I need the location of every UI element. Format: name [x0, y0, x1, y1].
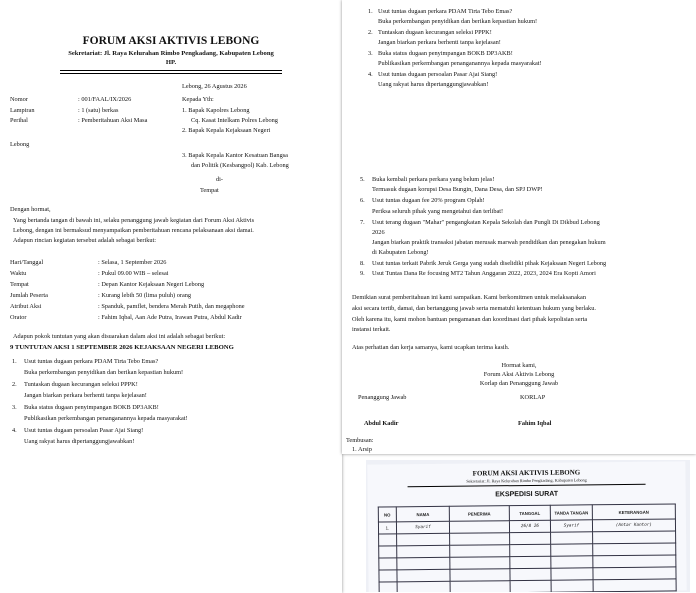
regards-org: Forum Aksi Aktivis Lebong: [483, 371, 555, 378]
header-rule-thin: [60, 73, 282, 74]
secretariat-line: Sekretariat: Jl. Raya Kelurahan Rimbo Pengkadang, Kabupaten Lebong: [68, 50, 274, 57]
regards: Hormat kami,: [501, 362, 537, 369]
demand-line: Usut tuntas dugaan perkara PDAM Tirta Tebo Emas?: [378, 8, 513, 15]
demand-line: Tuntaskan dugaan kecurangan seleksi PPPK!: [378, 29, 492, 36]
hp-line: HP.: [165, 59, 177, 66]
demand-sub: Periksa seluruh pihak yang mengetahui dan terlibat!: [372, 208, 504, 215]
demand-sub: Publikasikan perkembangan penanganannya kepada masyarakat!: [378, 60, 542, 67]
demand-sub: Buka perkembangan penyidikan dan berikan kepastian hukum!: [24, 369, 184, 376]
tempat-label: Tempat: [200, 187, 219, 194]
photo-heading: EKSPEDISI SURAT: [495, 490, 559, 499]
demand-line: Usut tuntas dugaan persoalan Pasar Ajai Siang!: [24, 427, 144, 434]
org-title: FORUM AKSI AKTIVIS LEBONG: [82, 35, 260, 47]
lebong-label: Lebong: [10, 141, 30, 148]
letter-date: Lebong, 26 Agustus 2026: [182, 83, 247, 90]
expedition-table: [378, 503, 677, 592]
demand-number: 4.: [368, 71, 373, 78]
photo-title: FORUM AKSI AKTIVIS LEBONG: [472, 468, 581, 478]
letter-page-2: [342, 0, 696, 454]
closing-line: Oleh karena itu, kami mohon bantuan pengamanan dan koordinasi dari pihak kepolisian serta: [352, 316, 588, 323]
demand-number: 3.: [12, 404, 17, 411]
closing-line: aksi secara tertib, damai, dan bertanggung jawab serta mematuhi ketentuan hukum yang berlaku.: [352, 305, 596, 312]
demand-line: Buka status dugaan penyimpangan BOKB DP3AKB!: [378, 50, 513, 57]
intro-line: Yang bertanda tangan di bawah ini, selaku penanggung jawab kegiatan dari Forum Aksi Aktivis: [13, 217, 255, 224]
cell-tanggal: 26/8 26: [509, 520, 551, 532]
greeting: Dengan hormat,: [10, 206, 51, 213]
signature-right-role: KORLAP: [520, 394, 546, 401]
demand-line: Buka status dugaan penyimpangan BOKB DP3AKB!: [24, 404, 159, 411]
detail-label: Waktu: [10, 270, 27, 277]
demand-number: 2.: [368, 29, 373, 36]
intro-line: Lebong, dengan ini bermaksud menyampaikan pemberitahuan rencana pelaksanaan aksi damai.: [13, 227, 254, 234]
demand-number: 1.: [12, 358, 17, 365]
meta-label: Lampiran: [10, 107, 35, 114]
detail-label: Jumlah Peserta: [10, 292, 48, 299]
col-nama: NAMA: [396, 506, 450, 522]
meta-value: : 1 (satu) berkas: [78, 107, 119, 114]
signature-left-role: Penanggung Jawab: [358, 394, 407, 401]
recipient: 3. Bapak Kepala Kantor Kesatuan Bangsa: [182, 152, 288, 159]
cc-label: Tembusan:: [346, 437, 374, 444]
demand-sub: Jangan biarkan perkara berhenti tanpa kejelasan!: [24, 392, 147, 399]
demand-sub: Jangan biarkan perkara berhenti tanpa kejelasan!: [378, 39, 501, 46]
demand-sub: Jangan biarkan praktik transaksi jabatan merusak marwah pendidikan dan penegakan hukum: [372, 239, 606, 246]
demand-number: 9.: [360, 270, 365, 277]
detail-value: : Selasa, 1 September 2026: [98, 259, 167, 266]
demand-line: Buka kembali perkara perkara yang belum jelas!: [372, 176, 495, 183]
detail-label: Tempat: [10, 281, 29, 288]
demands-heading: 9 TUNTUTAN AKSI 1 SEPTEMBER 2026 KEJAKSAAN NEGERI LEBONG: [10, 344, 234, 351]
to-label: Kepada Yth:: [182, 96, 214, 103]
demand-sub: Buka perkembangan penyidikan dan berikan kepastian hukum!: [378, 18, 538, 25]
meta-label: Perihal: [10, 117, 28, 124]
cell-penerima: [450, 521, 510, 534]
detail-label: Hari/Tanggal: [10, 259, 44, 266]
demand-number: 3.: [368, 50, 373, 57]
photo-subtitle: Sekretariat: Jl. Raya Kelurahan Rimbo Pengkadang, Kabupaten Lebong: [466, 477, 587, 484]
header-rule: [60, 70, 282, 71]
recipient: Cq. Kasat Intelkam Polres Lebong: [191, 117, 278, 124]
meta-value: : 001/FAAL/IX/2026: [78, 96, 132, 103]
detail-value: : Fahim Iqbal, Aan Ade Putra, Irawan Putra, Abdul Kadir: [98, 314, 242, 321]
intro-line: Adapun rincian kegiatan tersebut adalah sebagai berikut:: [13, 237, 157, 244]
signature-left-name: Abdul Kadir: [364, 420, 399, 427]
demand-sub: Publikasikan perkembangan penanganannya kepada masyarakat!: [24, 415, 188, 422]
table-row: [379, 579, 676, 592]
demand-line: Usut tuntas dugaan persoalan Pasar Ajai Siang!: [378, 71, 498, 78]
detail-label: Orator: [10, 314, 27, 321]
cell-nama: Syarif: [396, 521, 450, 534]
detail-value: : Spanduk, pamflet, bendera Merah Putih, dan megaphone: [98, 303, 245, 310]
demand-line: Usut terang dugaan "Mahar" pengangkatan Kepala Sekolah dan Pungli Di Dikbud Lebong: [372, 219, 600, 226]
demand-line: Usut tuntas dugaan fee 20% program Oplah!: [372, 197, 485, 204]
demand-sub: Uang rakyat harus dipertanggungjawabkan!: [24, 438, 135, 445]
demand-number: 1.: [368, 8, 373, 15]
meta-label: Nomor: [10, 96, 28, 103]
demand-number: 8.: [360, 260, 365, 267]
closing-line: Demikian surat pemberitahuan ini kami sampaikan. Kami berkomitmen untuk melaksanakan: [352, 294, 586, 301]
demand-line: Usut Tuntas Dana Re focusing MT2 Tahun Anggaran 2022, 2023, 2024 Era Kopti Amori: [372, 270, 596, 277]
col-penerima: PENERIMA: [450, 506, 510, 522]
photo-rule: [408, 484, 646, 487]
meta-value: : Pemberitahuan Aksi Masa: [78, 117, 148, 124]
demand-sub: Uang rakyat harus dipertanggungjawabkan!: [378, 81, 489, 88]
cell-ttd: Syarif: [551, 520, 593, 532]
cell-no: 1.: [378, 522, 396, 534]
demand-number: 6.: [360, 197, 365, 204]
demand-sub: di Kabupaten Lebong!: [372, 249, 429, 256]
closing-line: instansi terkait.: [352, 326, 391, 333]
letter-page-1: [0, 0, 342, 593]
demand-number: 7.: [360, 219, 365, 226]
col-tanggal: TANGGAL: [509, 505, 551, 520]
demand-line: Tuntaskan dugaan kecurangan seleksi PPPK!: [24, 381, 138, 388]
demand-number: 5.: [360, 176, 365, 183]
detail-value: : Depan Kantor Kejaksaan Negeri Lebong: [98, 281, 205, 288]
demand-number: 2.: [12, 381, 17, 388]
recipient: dan Politik (Kesbangpol) Kab. Lebong: [191, 162, 289, 169]
cell-keterangan: (Antar Kantor): [592, 519, 675, 532]
cc-item: 1. Arsip: [352, 446, 372, 453]
demand-number: 4.: [12, 427, 17, 434]
demand-line: Usut tuntas dugaan perkara PDAM Tirta Tebo Emas?: [24, 358, 159, 365]
col-keterangan: KETERANGAN: [592, 504, 675, 520]
expedition-photo: [366, 460, 690, 592]
col-no: NO: [378, 507, 396, 522]
detail-value: : Kurang lebih 50 (lima puluh) orang: [98, 292, 192, 299]
detail-value: : Pukul 09.00 WIB – selesai: [98, 270, 169, 277]
demand-sub: Termasuk dugaan korupsi Desa Bungin, Dana Desa, dan SPJ DWP!: [372, 186, 543, 193]
recipient: 1. Bapak Kapolres Lebong: [182, 107, 250, 114]
detail-label: Atribut Aksi: [10, 303, 42, 310]
regards-role: Korlap dan Penanggung Jawab: [479, 380, 559, 387]
signature-right-name: Fahim Iqbal: [518, 420, 552, 427]
di-label: di-: [216, 176, 223, 183]
recipient: 2. Bapak Kepala Kejaksaan Negeri: [182, 127, 271, 134]
demands-intro: Adapun pokok tuntutan yang akan disuarakan dalam aksi ini adalah sebagai berikut:: [13, 333, 226, 340]
col-tanda-tangan: TANDA TANGAN: [551, 505, 593, 520]
demand-line: Usut tuntas terkait Pabrik Jeruk Gerga yang sudah diselidiki pihak Kejaksaan Negeri Lebong: [372, 260, 607, 267]
thanks-line: Atas perhatian dan kerja samanya, kami ucapkan terima kasih.: [352, 344, 510, 351]
demand-sub: 2026: [372, 229, 385, 236]
expedition-sheet: [367, 461, 686, 592]
